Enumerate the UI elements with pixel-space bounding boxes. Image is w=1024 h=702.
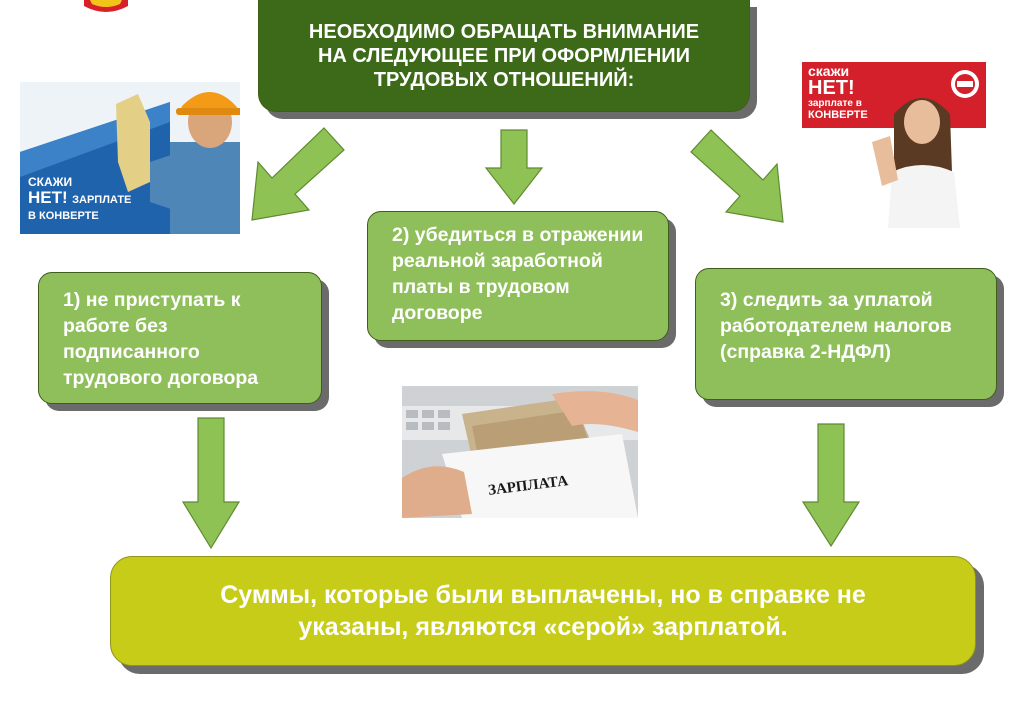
step-3-box [695, 268, 997, 400]
header-title-box [258, 0, 750, 112]
banner-right-line2: НЕТ! [808, 77, 855, 99]
coat-of-arms-icon [80, 0, 132, 16]
step-3-text: 3) следить за уплатой работодателем налогов (справка 2-НДФЛ) [720, 289, 952, 363]
arrow-down-icon [802, 424, 860, 548]
banner-right-line4: КОНВЕРТЕ [808, 109, 868, 121]
banner-left-worker [20, 82, 240, 234]
step-2-text: 2) убедиться в отражении реальной заработной платы в трудовом договоре [392, 224, 644, 324]
envelope-label: ЗАРПЛАТА [487, 473, 569, 499]
banner-left-line2-small: ЗАРПЛАТЕ [72, 194, 132, 206]
banner-right-line3: зарплате в [808, 98, 862, 109]
arrow-down-icon [182, 418, 240, 550]
step-2-box [367, 211, 669, 341]
banner-left-line1: СКАЖИ [28, 175, 73, 189]
conclusion-box [110, 556, 976, 666]
conclusion-text: Суммы, которые были выплачены, но в справке не указаны, являются «серой» зарплатой. [220, 581, 866, 641]
banner-left-line2: НЕТ! [28, 188, 68, 207]
arrow-down-icon [485, 130, 543, 206]
banner-right-woman [802, 62, 986, 228]
header-title: НЕОБХОДИМО ОБРАЩАТЬ ВНИМАНИЕ НА СЛЕДУЮЩЕЕ ПРИ ОФОРМЛЕНИИ ТРУДОВЫХ ОТНОШЕНИЙ: [308, 20, 700, 91]
envelope-photo [402, 386, 638, 518]
banner-right-line1: скажи [808, 63, 850, 79]
step-1-text: 1) не приступать к работе без подписанного трудового договора [63, 289, 259, 389]
arrow-down-icon [250, 128, 345, 220]
arrow-down-icon [690, 130, 785, 222]
banner-left-line3: В КОНВЕРТЕ [28, 210, 99, 222]
step-1-box [38, 272, 322, 404]
